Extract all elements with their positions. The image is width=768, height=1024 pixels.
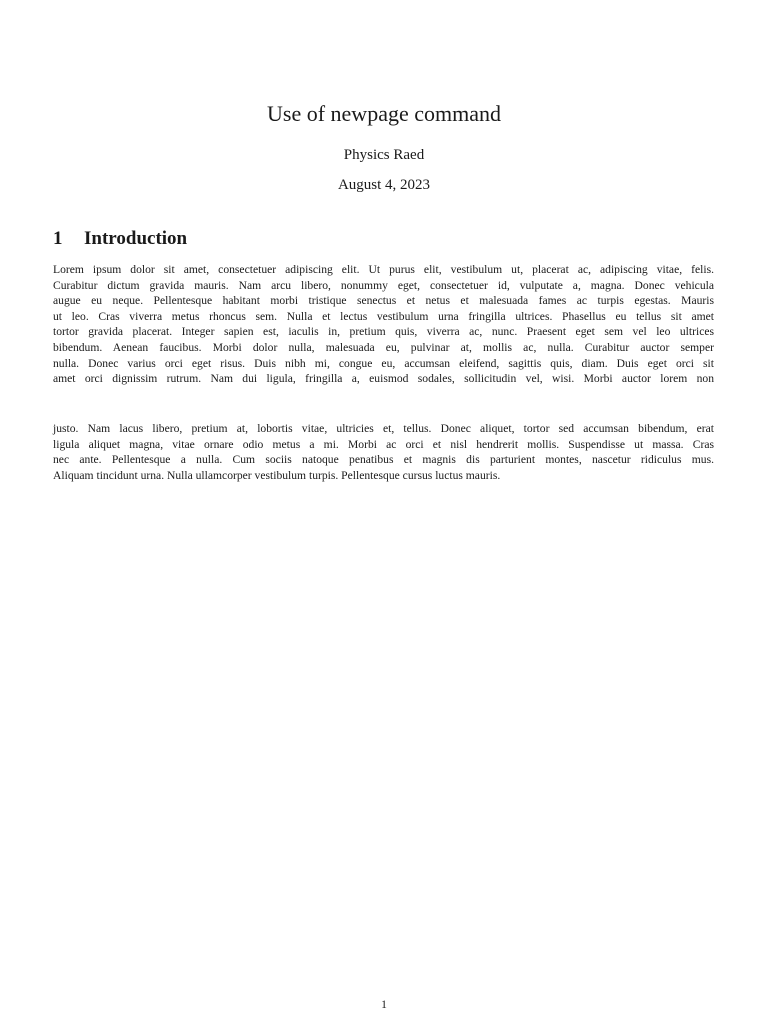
- section-heading: [53, 227, 187, 251]
- document-date: August 4, 2023: [337, 177, 431, 193]
- section-title: Introduction: [84, 228, 188, 249]
- paragraph-2: [53, 421, 714, 483]
- paragraph-line: tortor gravida placerat. Integer sapien est, iaculis in, pretium quis, viverra ac, nunc. Praesent eget sem vel leo ultrices: [53, 325, 714, 339]
- paragraph-line: ligula aliquet magna, vitae ornare odio metus a mi. Morbi ac orci et nisl hendrerit mollis. Suspendisse ut massa. Cras: [53, 437, 714, 451]
- paragraph-line: nulla. Donec varius orci eget risus. Duis nibh mi, congue eu, accumsan eleifend, sagittis quis, diam. Duis eget orci sit: [53, 356, 714, 370]
- paragraph-line: augue eu neque. Pellentesque habitant morbi tristique senectus et netus et malesuada fames ac turpis egestas. Mauris: [53, 294, 714, 308]
- paragraph-line: amet orci dignissim rutrum. Nam dui ligula, fringilla a, euismod sodales, sollicitudin vel, wisi. Morbi auctor lorem non: [53, 372, 714, 386]
- paragraph-1: [53, 262, 714, 387]
- document-author: Physics Raed: [343, 147, 425, 163]
- paragraph-line: ut leo. Cras viverra metus rhoncus sem. Nulla et lectus vestibulum urna fringilla ultrices. Phasellus eu tellus sit amet: [53, 309, 714, 323]
- paragraph-line: Aliquam tincidunt urna. Nulla ullamcorper vestibulum turpis. Pellentesque cursus luctus mauris.: [53, 468, 501, 482]
- paragraph-line: justo. Nam lacus libero, pretium at, lobortis vitae, ultricies et, tellus. Donec aliquet, tortor sed accumsan bibendum, erat: [53, 422, 714, 435]
- paragraph-line: nec ante. Pellentesque a nulla. Cum sociis natoque penatibus et magnis dis parturient montes, nascetur ridiculus mus.: [53, 453, 714, 467]
- page-number: 1: [381, 998, 387, 1011]
- paragraph-line: bibendum. Aenean faucibus. Morbi dolor nulla, malesuada eu, pulvinar at, mollis ac, nulla. Curabitur auctor semper: [53, 340, 714, 354]
- paragraph-line: Curabitur dictum gravida mauris. Nam arcu libero, nonummy eget, consectetuer id, vulputate a, magna. Donec vehicula: [53, 278, 714, 292]
- document-title: Use of newpage command: [267, 101, 501, 126]
- paragraph-line: Lorem ipsum dolor sit amet, consectetuer adipiscing elit. Ut purus elit, vestibulum ut, placerat ac, adipiscing vitae, felis.: [53, 263, 714, 276]
- section-number: 1: [53, 228, 63, 249]
